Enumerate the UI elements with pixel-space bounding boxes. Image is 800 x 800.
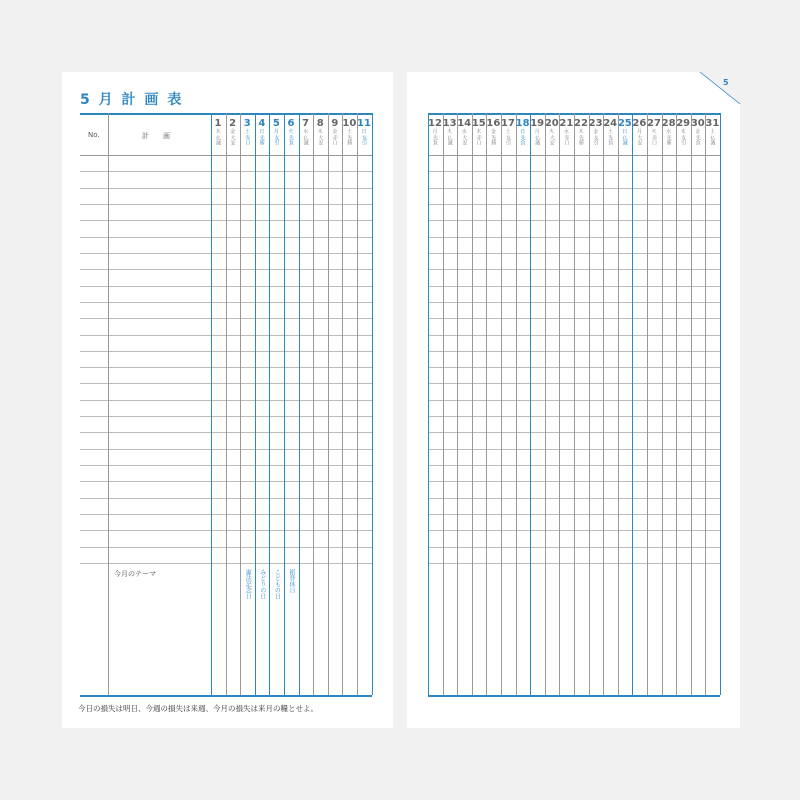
holiday-label: みどりの日 (258, 569, 266, 599)
day-number: 14 (457, 118, 472, 129)
weekday: 火 (447, 129, 453, 135)
day-column-line (313, 113, 314, 695)
weekday: 木 (317, 129, 323, 135)
day-number: 20 (544, 118, 559, 129)
holiday-label: 憲法記念日 (244, 569, 252, 599)
day-header (472, 118, 486, 145)
rokuyo: 友引 (361, 135, 367, 145)
day-column-line (342, 113, 343, 695)
day-column-line (226, 113, 227, 695)
day-header (428, 118, 442, 145)
day-number: 11 (357, 118, 371, 129)
day-column-line (574, 113, 575, 695)
bottom-rule (80, 695, 372, 697)
day-number: 8 (316, 118, 324, 129)
day-header (662, 118, 676, 145)
day-header (313, 118, 327, 145)
rokuyo: 赤口 (475, 135, 482, 145)
weekday: 木 (680, 129, 686, 135)
weekday: 金 (332, 129, 338, 135)
bottom-rule (428, 695, 720, 697)
weekday: 木 (578, 129, 584, 135)
weekday: 日 (520, 129, 526, 135)
day-column-line (516, 113, 517, 695)
day-number: 3 (243, 118, 251, 129)
day-column-line (269, 113, 270, 695)
page-corner-fold (700, 72, 740, 104)
weekday: 土 (709, 129, 715, 135)
day-number: 21 (559, 118, 574, 129)
weekday: 月 (636, 129, 642, 135)
rokuyo: 先勝 (578, 135, 584, 145)
day-header (342, 118, 356, 145)
day-header (226, 118, 240, 145)
day-header (211, 118, 225, 145)
rokuyo: 先負 (694, 135, 701, 145)
theme-label: 今月のテーマ (114, 570, 156, 578)
day-header (357, 118, 371, 145)
day-column-line (530, 113, 531, 695)
day-number: 1 (214, 118, 222, 129)
day-number: 17 (501, 118, 515, 129)
weekday: 木 (215, 129, 221, 135)
weekday: 金 (490, 129, 496, 135)
rokuyo: 先負 (519, 135, 526, 145)
day-header (632, 118, 646, 145)
day-number: 13 (442, 118, 457, 129)
day-header (284, 118, 298, 145)
rokuyo: 大安 (636, 135, 643, 145)
weekday: 月 (273, 129, 279, 135)
day-column-line (299, 113, 300, 695)
day-number: 10 (342, 118, 357, 129)
day-number: 2 (229, 118, 237, 129)
rokuyo: 仏滅 (534, 135, 541, 145)
day-column-line (632, 113, 633, 695)
day-header (501, 118, 515, 145)
day-header (255, 118, 269, 145)
rokuyo: 仏滅 (621, 135, 628, 145)
day-column-line (559, 113, 560, 695)
weekday: 金 (593, 129, 599, 135)
day-number: 29 (676, 118, 691, 129)
weekday: 日 (259, 129, 265, 135)
day-column-line (284, 113, 285, 695)
weekday: 日 (622, 129, 628, 135)
day-number: 18 (515, 118, 530, 129)
day-column-line (472, 113, 473, 695)
rokuyo: 友引 (273, 135, 280, 145)
rokuyo: 大安 (548, 135, 555, 145)
day-header (705, 118, 719, 145)
no-column-divider (108, 113, 109, 695)
page-number: 5 (723, 78, 729, 87)
day-header (589, 118, 603, 145)
rokuyo: 友引 (680, 135, 687, 145)
day-column-line (357, 113, 358, 695)
weekday: 土 (505, 129, 511, 135)
day-header (647, 118, 661, 145)
rokuyo: 友引 (505, 135, 511, 145)
footer-quote: 今日の損失は明日、今週の損失は来週、今月の損失は来月の糧とせよ。 (78, 704, 318, 713)
day-column-line (705, 113, 706, 695)
day-column-line (372, 113, 373, 695)
day-column-line (676, 113, 677, 695)
day-header (486, 118, 500, 145)
day-column-line (211, 113, 212, 695)
day-number: 16 (486, 118, 501, 129)
day-header (457, 118, 471, 145)
day-number: 22 (574, 118, 588, 129)
day-header (691, 118, 705, 145)
day-column-line (457, 113, 458, 695)
holiday-label: 振替休日 (288, 569, 295, 593)
weekday: 水 (563, 129, 569, 135)
day-column-line (589, 113, 590, 695)
holiday-label: こどもの日 (273, 569, 281, 599)
rokuyo: 仏滅 (302, 135, 309, 145)
day-header (574, 118, 588, 145)
day-number: 19 (530, 118, 545, 129)
weekday: 月 (432, 129, 438, 135)
weekday: 火 (651, 129, 657, 135)
day-header (603, 118, 617, 145)
day-column-line (443, 113, 444, 695)
day-column-line (328, 113, 329, 695)
day-header (240, 118, 254, 145)
day-header (299, 118, 313, 145)
rokuyo: 先負 (607, 135, 614, 145)
day-number: 12 (428, 118, 442, 129)
weekday: 水 (461, 129, 467, 135)
day-column-line (486, 113, 487, 695)
weekday: 火 (549, 129, 555, 135)
rokuyo: 先勝 (490, 135, 497, 145)
rokuyo: 赤口 (244, 135, 251, 145)
weekday: 土 (244, 129, 250, 135)
day-column-line (240, 113, 241, 695)
rokuyo: 先勝 (665, 135, 672, 145)
day-column-line (255, 113, 256, 695)
weekday: 火 (288, 129, 294, 135)
rokuyo: 赤口 (563, 135, 570, 145)
day-number: 23 (588, 118, 603, 129)
rokuyo: 大安 (461, 135, 468, 145)
day-header (443, 118, 457, 145)
day-number: 31 (705, 118, 720, 129)
day-column-line (545, 113, 546, 695)
day-column-line (603, 113, 604, 695)
day-header (328, 118, 342, 145)
day-number: 24 (603, 118, 618, 129)
weekday: 日 (361, 129, 367, 135)
day-number: 9 (331, 118, 339, 129)
day-header (530, 118, 544, 145)
rokuyo: 友引 (592, 135, 599, 145)
day-header (676, 118, 690, 145)
rokuyo: 仏滅 (446, 135, 453, 145)
weekday: 水 (666, 129, 672, 135)
day-column-line (662, 113, 663, 695)
day-number: 4 (258, 118, 266, 129)
day-header (545, 118, 559, 145)
day-column-line (720, 113, 721, 695)
day-header (269, 118, 283, 145)
day-header (516, 118, 530, 145)
day-number: 25 (617, 118, 632, 129)
day-column-line (428, 113, 429, 695)
day-number: 15 (471, 118, 486, 129)
plan-column-header: 計 画 (142, 132, 170, 140)
rokuyo: 先負 (288, 135, 294, 145)
rokuyo: 先勝 (258, 135, 265, 145)
weekday: 木 (476, 129, 482, 135)
day-column-line (618, 113, 619, 695)
rokuyo: 先勝 (346, 135, 353, 145)
day-number: 27 (647, 118, 661, 129)
weekday: 金 (230, 129, 236, 135)
day-number: 26 (632, 118, 647, 129)
day-number: 30 (690, 118, 705, 129)
weekday: 月 (534, 129, 540, 135)
day-number: 6 (287, 118, 295, 129)
page-title: 5 月 計 画 表 (80, 92, 184, 108)
day-number: 28 (661, 118, 676, 129)
weekday: 土 (346, 129, 352, 135)
day-column-line (501, 113, 502, 695)
rokuyo: 大安 (229, 135, 236, 145)
weekday: 土 (607, 129, 613, 135)
rokuyo: 先負 (432, 135, 438, 145)
rokuyo: 大安 (317, 135, 324, 145)
day-column-line (647, 113, 648, 695)
day-column-line (691, 113, 692, 695)
rokuyo: 仏滅 (709, 135, 716, 145)
rokuyo: 赤口 (331, 135, 338, 145)
day-header (618, 118, 632, 145)
weekday: 金 (695, 129, 701, 135)
weekday: 水 (303, 129, 309, 135)
rokuyo: 仏滅 (215, 135, 221, 145)
day-number: 7 (302, 118, 310, 129)
day-number: 5 (272, 118, 280, 129)
rokuyo: 赤口 (651, 135, 657, 145)
no-column-header: No. (88, 131, 100, 139)
day-header (559, 118, 573, 145)
